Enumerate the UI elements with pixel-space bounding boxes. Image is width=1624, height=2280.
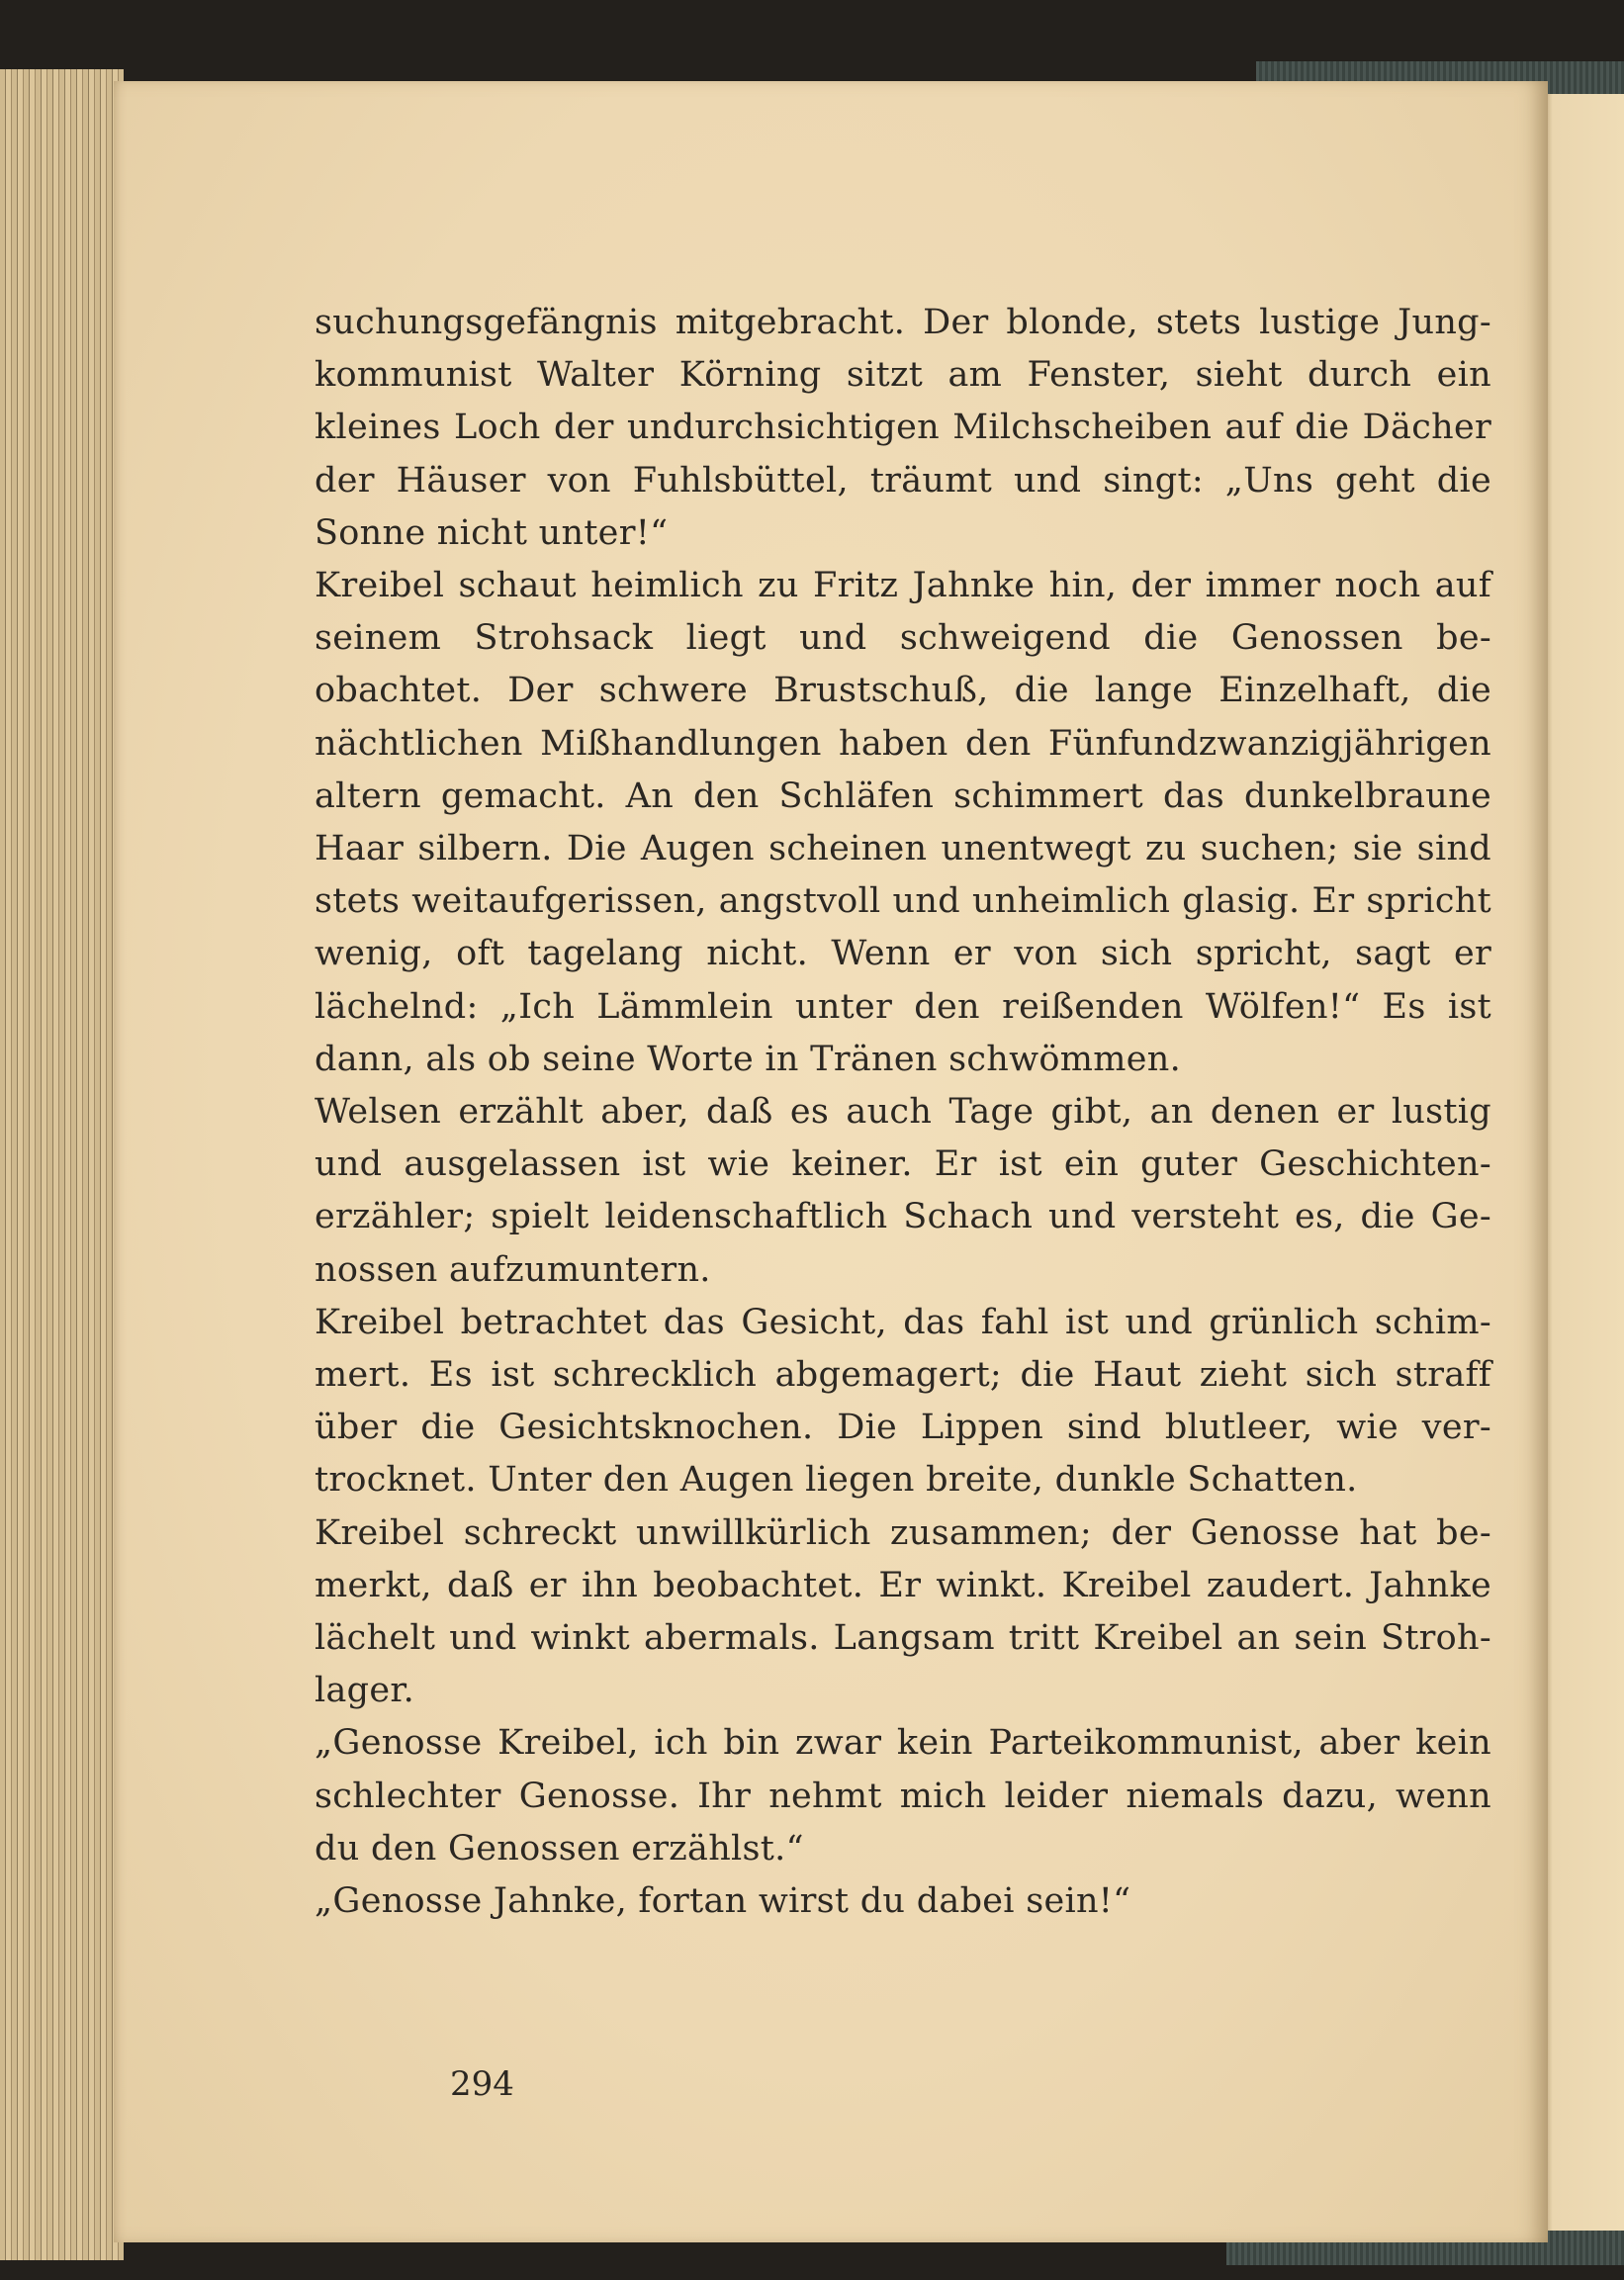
- text-line: „Genosse Jahnke, fortan wirst du dabei sein!“: [315, 1881, 1131, 1922]
- page-number: 294: [450, 2064, 514, 2104]
- text-line: Sonne nicht unter!“: [315, 512, 669, 553]
- text-line: trocknet. Unter den Augen liegen breite, dunkle Schatten.: [315, 1460, 1358, 1501]
- text-line: nächtlichen Mißhandlungen haben den Fünfundzwanzigjährigen: [315, 723, 1491, 764]
- text-line: wenig, oft tagelang nicht. Wenn er von sich spricht, sagt er: [315, 934, 1491, 974]
- text-line: seinem Strohsack liegt und schweigend die Genossen be-: [315, 618, 1491, 659]
- text-line: lächelnd: „Ich Lämmlein unter den reißenden Wölfen!“ Es ist: [315, 986, 1491, 1027]
- text-line: Kreibel betrachtet das Gesicht, das fahl ist und grünlich schim-: [315, 1302, 1491, 1342]
- text-line: erzähler; spielt leidenschaftlich Schach und versteht es, die Ge-: [315, 1197, 1491, 1237]
- text-line: Welsen erzählt aber, daß es auch Tage gibt, an denen er lustig: [315, 1092, 1491, 1133]
- text-line: suchungsgefängnis mitgebracht. Der blonde, stets lustige Jung-: [315, 303, 1491, 342]
- body-text: [315, 297, 1491, 1928]
- text-line: „Genosse Kreibel, ich bin zwar kein Parteikommunist, aber kein: [315, 1723, 1491, 1764]
- text-line: lager.: [315, 1671, 414, 1711]
- text-line: der Häuser von Fuhlsbüttel, träumt und singt: „Uns geht die: [315, 460, 1491, 501]
- book-page: [114, 81, 1548, 2242]
- text-line: Haar silbern. Die Augen scheinen unentwegt zu suchen; sie sind: [315, 829, 1491, 869]
- text-line: nossen aufzumuntern.: [315, 1249, 711, 1290]
- text-line: dann, als ob seine Worte in Tränen schwömmen.: [315, 1039, 1182, 1079]
- text-line: kleines Loch der undurchsichtigen Milchscheiben auf die Dächer: [315, 408, 1491, 448]
- text-line: über die Gesichtsknochen. Die Lippen sind blutleer, wie ver-: [315, 1408, 1491, 1448]
- text-line: merkt, daß er ihn beobachtet. Er winkt. Kreibel zaudert. Jahnke: [315, 1565, 1491, 1605]
- text-line: kommunist Walter Körning sitzt am Fenster, sieht durch ein: [315, 355, 1491, 396]
- text-line: lächelt und winkt abermals. Langsam tritt Kreibel an sein Stroh-: [315, 1618, 1491, 1659]
- text-line: schlechter Genosse. Ihr nehmt mich leider niemals dazu, wenn: [315, 1776, 1491, 1816]
- text-line: altern gemacht. An den Schläfen schimmert das dunkelbraune: [315, 775, 1491, 816]
- text-line: obachtet. Der schwere Brustschuß, die lange Einzelhaft, die: [315, 671, 1491, 711]
- adjacent-page: [1543, 94, 1624, 2231]
- text-line: mert. Es ist schrecklich abgemagert; die Haut zieht sich straff: [315, 1355, 1491, 1396]
- text-line: stets weitaufgerissen, angstvoll und unheimlich glasig. Er spricht: [315, 881, 1491, 922]
- text-line: Kreibel schaut heimlich zu Fritz Jahnke hin, der immer noch auf: [315, 566, 1491, 606]
- text-line: du den Genossen erzählst.“: [315, 1828, 804, 1869]
- text-line: und ausgelassen ist wie keiner. Er ist ein guter Geschichten-: [315, 1144, 1491, 1185]
- book-page-edges: [0, 69, 124, 2260]
- text-line: Kreibel schreckt unwillkürlich zusammen; der Genosse hat be-: [315, 1512, 1491, 1553]
